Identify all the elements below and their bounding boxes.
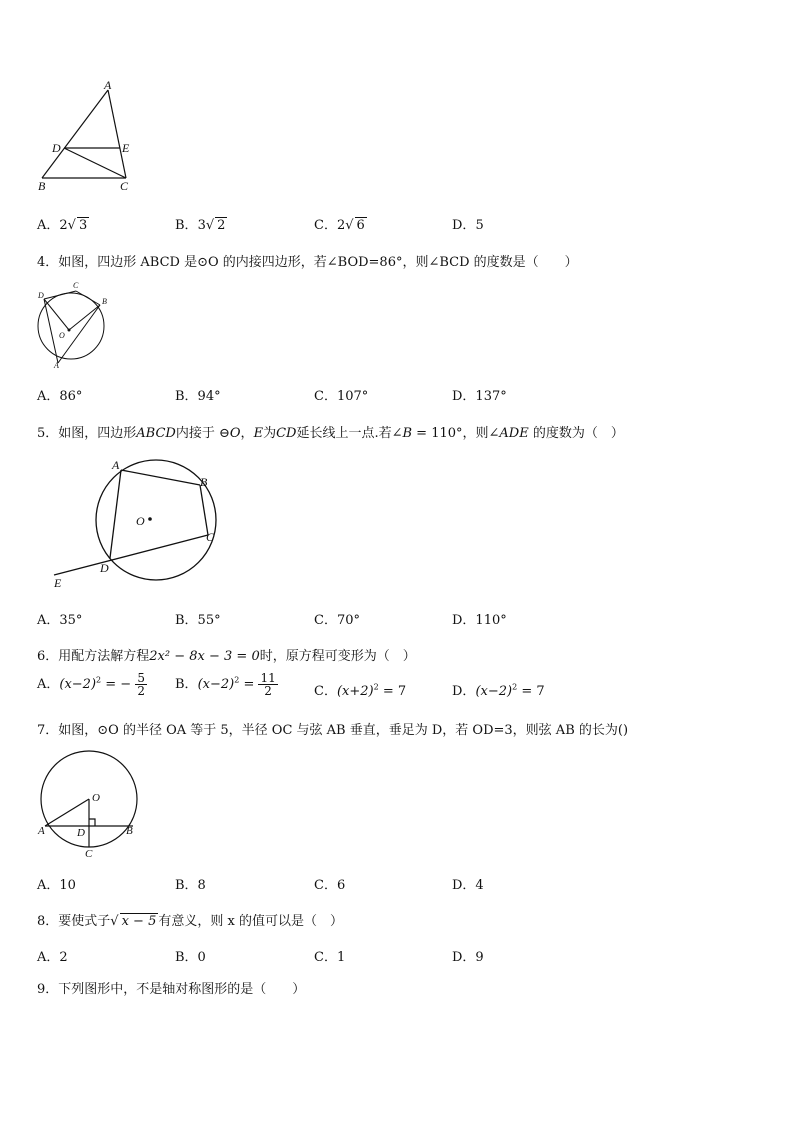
q4-label-o: O [59,331,65,340]
q4-option-b: B．94° [175,389,221,404]
q7-option-c: C．6 [314,878,346,893]
q5-label-o: O [136,514,145,528]
q8-option-b: B．0 [175,950,206,965]
q3-option-a-coef: 2 [59,218,68,233]
q7-option-b: B．8 [175,878,206,893]
q4-label-c: C [73,281,79,290]
q5-option-a: A．35° [37,613,83,628]
q4-label-d: D [38,291,44,300]
q4-option-c: C．107° [314,389,369,404]
q7-option-a: A．10 [37,878,76,893]
q6-question-text: 6．用配方法解方程2x² − 8x − 3 = 0时，原方程可变形为（ ） [37,649,416,664]
q6-equation: 2x² − 8x − 3 = 0 [149,649,260,664]
q3-option-a: A．2√ 3 [37,218,88,233]
q3-label-e: E [122,141,130,155]
q3-label-d: D [52,141,61,155]
q7-label-d: D [77,827,85,839]
q5-option-c: C．70° [314,613,360,628]
q3-option-c-coef: 2 [336,218,346,233]
q8-option-c: C．1 [314,950,346,965]
q4-question-text: 4．如图，四边形 ABCD 是⊙O 的内接四边形，若∠BOD=86°，则∠BCD 的度数是（ ） [37,255,578,270]
q4-label-b: B [102,297,107,306]
q4-option-a: A．86° [37,389,83,404]
q5-label-d: D [100,561,109,575]
q8-question-text: 8．要使式子√ x − 5 有意义，则 x 的值可以是（ ） [37,914,343,929]
q3-option-b-radicand: 2 [217,218,226,233]
q7-circle-figure [36,747,146,859]
q5-label-e: E [54,576,62,590]
q5-circle-figure [44,455,234,590]
q7-label-c: C [85,848,93,859]
q7-label-a: A [38,825,45,837]
q3-option-a-radicand: 3 [78,218,88,233]
q8-option-a: A．2 [37,950,68,965]
q6-option-c: C．$(x+2)^2 = 7$ [314,682,407,699]
q7-label-o: O [92,792,100,804]
q3-option-c: C．2√ 6 [314,218,365,233]
q6-option-a: A．$(x-2)^2$ = − $\frac{5}{2}$ [37,671,145,698]
q7-question-text: 7．如图，⊙O 的半径 OA 等于 5，半径 OC 与弦 AB 垂直，垂足为 D，若 OD=3，则弦 AB 的长为() [37,723,629,738]
q5-option-d: D．110° [452,613,507,628]
q3-option-b: B．3√ 2 [175,218,226,233]
q6-option-d: D．$(x-2)^2 = 7$ [452,682,545,699]
q6-option-b-fraction: $\frac{11}{2}$ [260,671,276,698]
q5-question-text: 5．如图，四边形ABCD内接于 ⊖O，E为CD延长线上一点.若∠B = 110°，则∠ADE 的度数为（ ） [37,426,624,441]
q3-label-b: B [38,179,46,193]
q3-option-c-radicand: 6 [356,218,365,233]
q5-label-b: B [200,475,208,489]
q3-triangle-figure [34,78,144,196]
q4-circle-figure [34,281,114,369]
q6-option-a-fraction: $\frac{5}{2}$ [137,671,145,698]
q5-option-b: B．55° [175,613,221,628]
q3-option-b-coef: 3 [197,218,206,233]
q4-label-a: A [54,361,59,369]
q7-label-b: B [126,825,133,837]
q3-label-c: C [120,179,129,193]
q3-label-a: A [104,78,112,92]
q3-option-d: D．5 [452,218,484,233]
q5-label-c: C [206,530,215,544]
q8-option-d: D．9 [452,950,484,965]
q6-option-b: B．$(x-2)^2$ = $\frac{11}{2}$ [175,671,276,698]
q8-radicand: x − 5 [121,914,157,929]
q4-option-d: D．137° [452,389,507,404]
q9-question-text: 9．下列图形中，不是轴对称图形的是（ ） [37,982,306,997]
q5-label-a: A [112,458,120,472]
q7-option-d: D．4 [452,878,484,893]
